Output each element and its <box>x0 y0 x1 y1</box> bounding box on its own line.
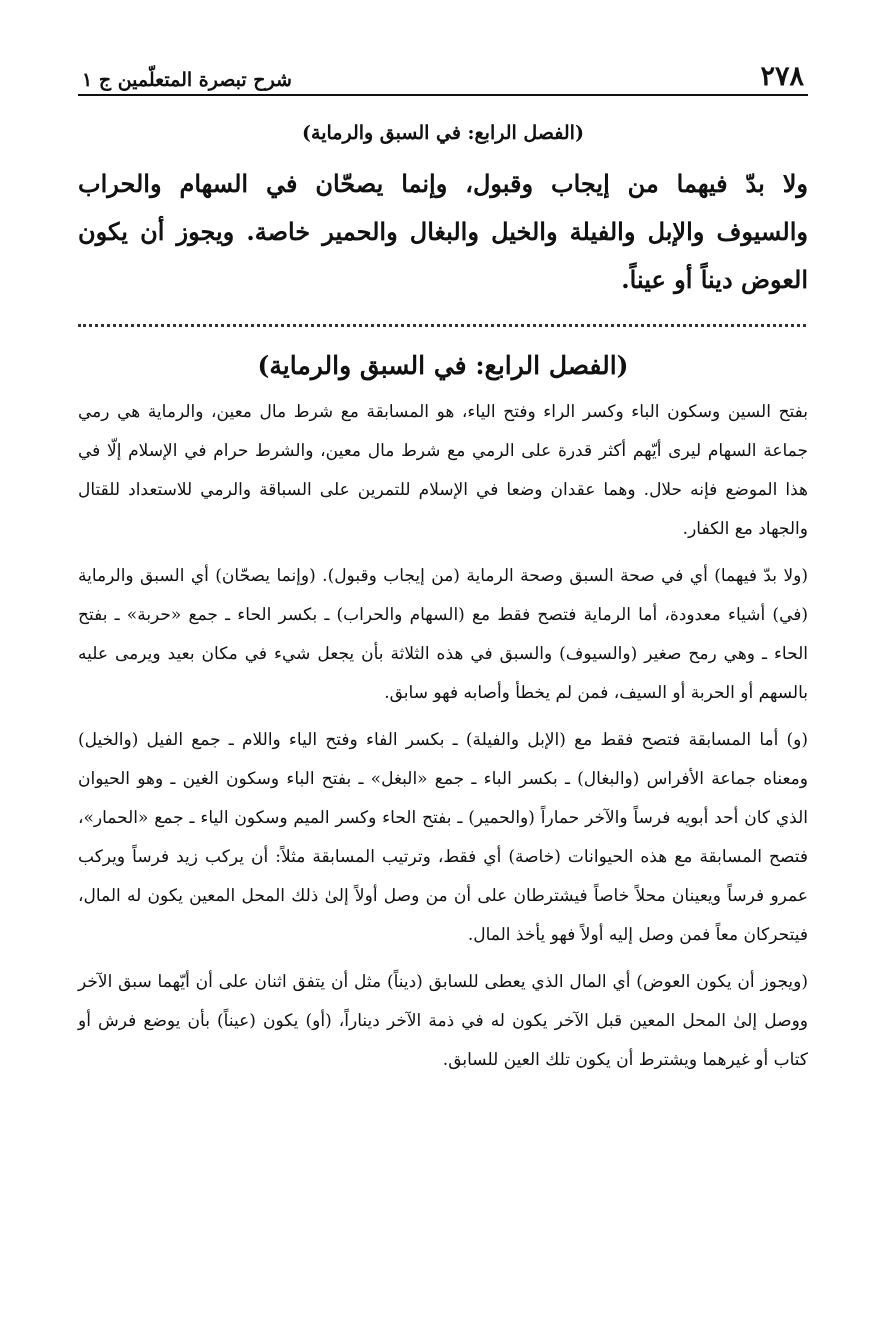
page-header <box>78 56 808 96</box>
running-title: شرح تبصرة المتعلّمين ج ١ <box>82 69 292 91</box>
book-page <box>78 56 808 1088</box>
page-number: ٢٧٨ <box>760 61 804 92</box>
dotted-separator <box>78 324 806 327</box>
commentary-paragraph: (و) أما المسابقة فتصح فقط مع (الإبل والفيلة) ـ بكسر الفاء وفتح الياء واللام ـ جمع الفيل (والخيل) ومعناه جماعة الأفراس (والبغال) ـ بكسر الباء ـ جمع «البغل» ـ بفتح الباء وسكون الغين ـ وهو الحيوان الذي كان أحد أبويه فرساً والآخر حماراً (والحمير) ـ بفتح الحاء وكسر الميم وسكون الياء ـ جمع «الحمار»، فتصح المسابقة مع هذه الحيوانات (خاصة) أي فقط، وترتيب المسابقة مثلاً: أن يركب زيد فرساً ويركب عمرو فرساً ويعينان محلاً خاصاً فيشترطان على أن من وصل أولاً إلىٰ ذلك المحل المعين يكون له المال، فيتحركان معاً فمن وصل إليه أولاً فهو يأخذ المال. <box>78 730 808 945</box>
matn-text: ولا بدّ فيهما من إيجاب وقبول، وإنما يصحّان في السهام والحراب والسيوف والإبل والفيلة والخيل والبغال والحمير خاصة. ويجوز أن يكون العوض ديناً أو عيناً. <box>78 169 808 294</box>
commentary-paragraph: (ولا بدّ فيهما) أي في صحة السبق وصحة الرماية (من إيجاب وقبول). (وإنما يصحّان) أي السبق والرماية (في) أشياء معدودة، أما الرماية فتصح فقط مع (السهام والحراب) ـ بكسر الحاء ـ جمع «حربة» ـ بفتح الحاء ـ وهي رمح صغير (والسيوف) والسبق في هذه الثلاثة بأن يجعل شيء في مكان بعيد ويرمى عليه بالسهم أو الحربة أو السيف، فمن لم يخطأ وأصابه فهو سابق. <box>78 566 808 703</box>
commentary-paragraph: بفتح السين وسكون الباء وكسر الراء وفتح الياء، هو المسابقة مع شرط مال معين، والرماية هي رمي جماعة السهام ليرى أيّهم أكثر قدرة على الرمي مع شرط مال معين، والشرط حرام في الإسلام إلّا في هذا الموضع فإنه حلال. وهما عقدان وضعا في الإسلام للتمرين على السباقة والرمي للاستعداد للقتال والجهاد مع الكفار. <box>78 402 808 539</box>
commentary-paragraph: (ويجوز أن يكون العوض) أي المال الذي يعطى للسابق (ديناً) مثل أن يتفق اثنان على أن أيّهما سبق الآخر ووصل إلىٰ المحل المعين قبل الآخر يكون له في ذمة الآخر ديناراً، (أو) يكون (عيناً) بأن يوضع فرش أو كتاب أو غيرهما ويشترط أن يكون تلك العين للسابق. <box>78 972 808 1070</box>
commentary <box>78 393 808 1080</box>
matn-caption: (الفصل الرابع: في السبق والرماية) <box>302 122 584 144</box>
chapter-title: (الفصل الرابع: في السبق والرماية) <box>257 351 629 380</box>
